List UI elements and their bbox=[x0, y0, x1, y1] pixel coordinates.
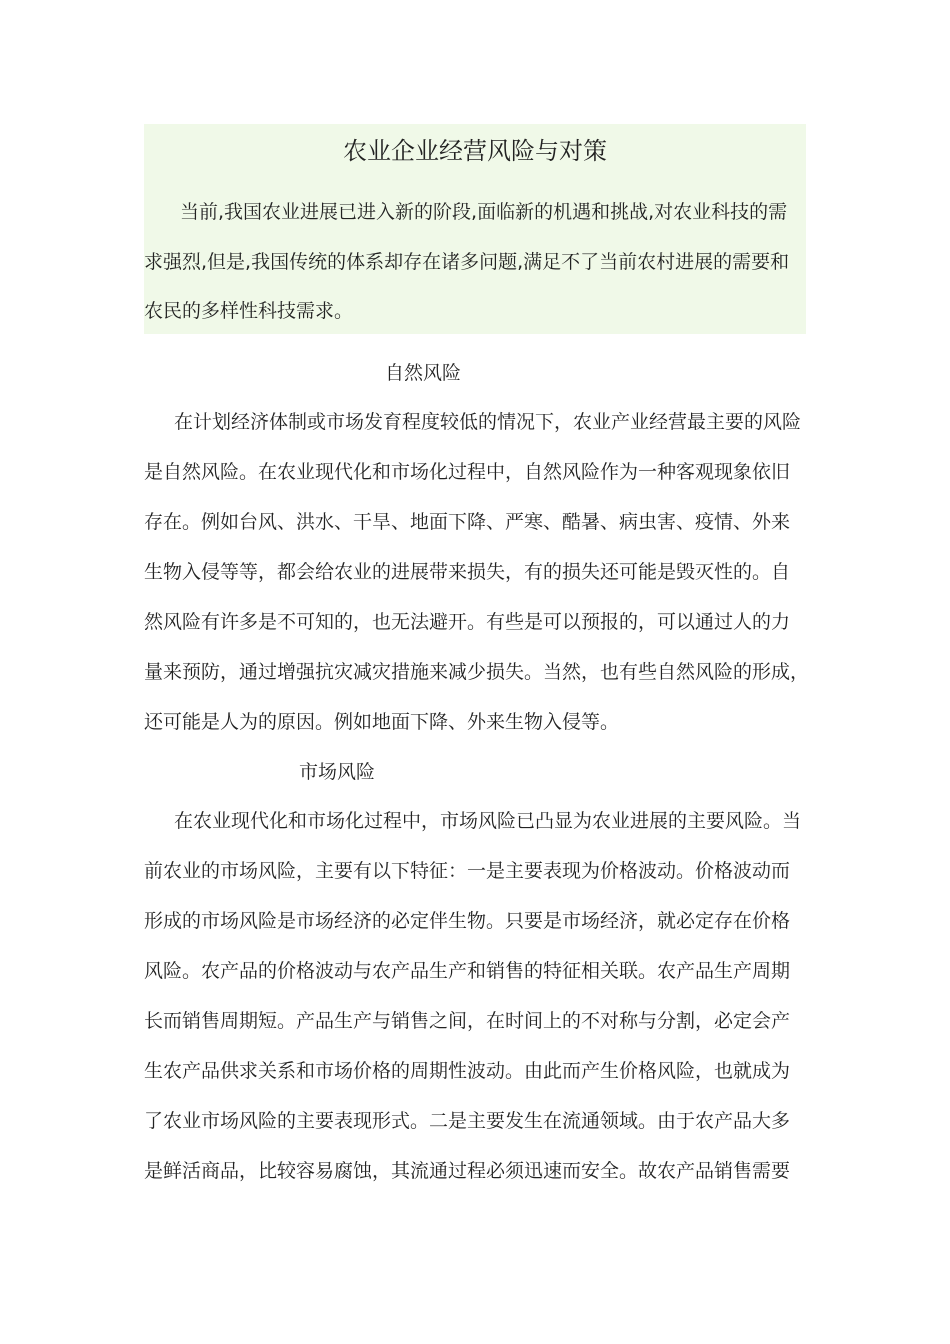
paragraph-line: 风险。农产品的价格波动与农产品生产和销售的特征相关联。农产品生产周期 bbox=[144, 960, 791, 982]
market-risk-paragraph bbox=[144, 796, 806, 1196]
paragraph-line: 长而销售周期短。产品生产与销售之间，在时间上的不对称与分割，必定会产 bbox=[144, 1010, 791, 1032]
paragraph-line: 然风险有许多是不可知的，也无法避开。有些是可以预报的，可以通过人的力 bbox=[144, 611, 791, 633]
paragraph-line: 存在。例如台风、洪水、干旱、地面下降、严寒、酷暑、病虫害、疫情、外来 bbox=[144, 511, 791, 533]
intro-line: 农民的多样性科技需求。 bbox=[144, 300, 354, 322]
paragraph-line: 形成的市场风险是市场经济的必定伴生物。只要是市场经济，就必定存在价格 bbox=[144, 910, 791, 932]
paragraph-line: 量来预防，通过增强抗灾减灾措施来减少损失。当然，也有些自然风险的形成， bbox=[144, 661, 810, 683]
intro-line: 求强烈,但是,我国传统的体系却存在诸多问题,满足不了当前农村进展的需要和 bbox=[144, 250, 790, 273]
paragraph-line: 是鲜活商品，比较容易腐蚀，其流通过程必须迅速而安全。故农产品销售需要 bbox=[144, 1160, 791, 1182]
section-heading-market-risk: 市场风险 bbox=[299, 761, 376, 783]
paragraph-line: 还可能是人为的原因。例如地面下降、外来生物入侵等。 bbox=[144, 711, 620, 733]
paragraph-line: 在农业现代化和市场化过程中，市场风险已凸显为农业进展的主要风险。当 bbox=[174, 810, 802, 832]
paragraph-line: 生物入侵等等，都会给农业的进展带来损失，有的损失还可能是毁灭性的。自 bbox=[144, 561, 791, 583]
intro-line: 当前,我国农业进展已进入新的阶段,面临新的机遇和挑战,对农业科技的需 bbox=[180, 201, 788, 223]
paragraph-line: 是自然风险。在农业现代化和市场化过程中，自然风险作为一种客观现象依旧 bbox=[144, 461, 791, 483]
section-heading-natural-risk: 自然风险 bbox=[385, 362, 462, 384]
paragraph-line: 生农产品供求关系和市场价格的周期性波动。由此而产生价格风险，也就成为 bbox=[144, 1060, 791, 1082]
document-title: 农业企业经营风险与对策 bbox=[343, 137, 607, 165]
intro-paragraph bbox=[144, 188, 806, 337]
paragraph-line: 前农业的市场风险，主要有以下特征：一是主要表现为价格波动。价格波动而 bbox=[144, 860, 791, 882]
paragraph-line: 了农业市场风险的主要表现形式。二是主要发生在流通领域。由于农产品大多 bbox=[144, 1110, 791, 1132]
paragraph-line: 在计划经济体制或市场发育程度较低的情况下，农业产业经营最主要的风险 bbox=[174, 411, 802, 433]
natural-risk-paragraph bbox=[144, 397, 810, 747]
